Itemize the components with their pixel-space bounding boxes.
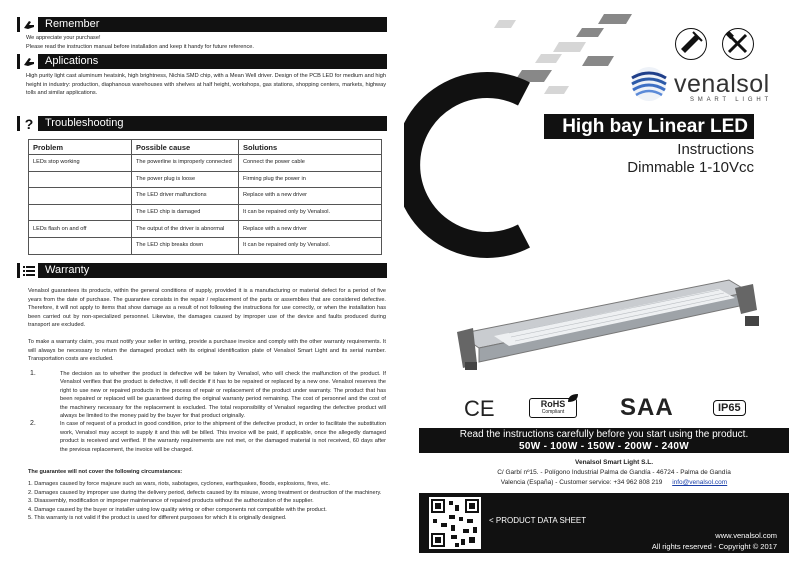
qr-code[interactable] bbox=[429, 497, 481, 549]
copyright-text: All rights reserved - Copyright © 2017 bbox=[651, 542, 777, 551]
remember-line2: Please read the instruction manual before installation and keep it handy for future reference. bbox=[26, 43, 254, 50]
problem-cell bbox=[29, 171, 132, 188]
notice-bar bbox=[419, 428, 789, 453]
right-page bbox=[404, 0, 808, 568]
rohs-text: RoHS bbox=[540, 399, 566, 409]
notice-line1: Read the instructions carefully before you start using the product. bbox=[459, 429, 749, 440]
company-city-phone: Valencia (España) - Customer service: +34 962 808 219 bbox=[500, 479, 663, 486]
list-item: 1. Damages caused by force majeure such as wars, riots, sabotages, cyclones, earthquakes, floods, explosions, fires, etc. bbox=[28, 481, 330, 487]
light-shape-icon bbox=[675, 28, 707, 60]
cause-cell: The LED chip breaks down bbox=[132, 237, 239, 254]
problem-cell bbox=[29, 237, 132, 254]
list-number: 1. bbox=[30, 370, 36, 377]
product-title: High bay Linear LED bbox=[544, 114, 754, 139]
table-header-row bbox=[29, 140, 382, 155]
col-problem: Problem bbox=[29, 140, 132, 155]
warranty-title: Warranty bbox=[45, 264, 90, 276]
solution-cell: Replace with a new driver bbox=[239, 188, 382, 205]
cause-cell: The output of the driver is abnormal bbox=[132, 221, 239, 238]
table-row bbox=[29, 204, 382, 221]
footer-bar bbox=[419, 493, 789, 553]
problem-cell: LEDs stop working bbox=[29, 155, 132, 172]
troubleshooting-table bbox=[28, 139, 382, 255]
leaf-icon bbox=[566, 392, 580, 404]
cause-cell: The powerline is improperly connected bbox=[132, 155, 239, 172]
saa-mark: SAA bbox=[620, 394, 674, 421]
remember-text bbox=[26, 34, 386, 51]
email-link[interactable]: info@venalsol.com bbox=[672, 479, 728, 486]
list-item: 2. Damages caused by improper use during the delivery period, defects caused by its misuse, wrong treatment or destruction of the machinery. bbox=[28, 489, 382, 496]
product-data-sheet-link[interactable]: < PRODUCT DATA SHEET bbox=[489, 516, 587, 525]
ip65-badge: IP65 bbox=[713, 400, 746, 416]
table-row bbox=[29, 155, 382, 172]
list-item: 4. Damage caused by the buyer or installer using low quality wiring or other components not compatible with the product. bbox=[28, 506, 327, 513]
hand-pointer-icon bbox=[20, 17, 38, 32]
solution-cell: Replace with a new driver bbox=[239, 221, 382, 238]
notice-wattages: 50W - 100W - 150W - 200W - 240W bbox=[519, 441, 689, 452]
col-solution: Solutions bbox=[239, 140, 382, 155]
warranty-paragraph-2: To make a warranty claim, you must notify your seller in writing, provide a purchase invoice and comply with the other warranty requirements. It will always be necessary to return the damaged product with its original identification plate of Venalsol Smart Light and its serial number. Transportation costs are excluded. bbox=[28, 339, 386, 363]
warranty-list bbox=[30, 370, 386, 454]
table-row bbox=[29, 237, 382, 254]
tools-icon bbox=[722, 28, 754, 60]
table-row bbox=[29, 221, 382, 238]
troubleshooting-title: Troubleshooting bbox=[45, 117, 124, 129]
rohs-compliant-text: Compliant bbox=[541, 409, 565, 415]
website-link[interactable]: www.venalsol.com bbox=[715, 531, 777, 540]
list-item bbox=[30, 420, 386, 454]
remember-title: Remember bbox=[45, 18, 100, 30]
svg-text:?: ? bbox=[24, 116, 34, 131]
product-image bbox=[449, 272, 769, 372]
cause-cell: The LED driver malfunctions bbox=[132, 188, 239, 205]
ce-mark: CE bbox=[464, 396, 495, 421]
list-number: 2. bbox=[30, 420, 36, 428]
exclusions-title: The guarantee will not cover the following circumstances: bbox=[28, 469, 183, 475]
solution-cell: Firming plug the power in bbox=[239, 171, 382, 188]
warranty-paragraph-1: Venalsol guarantees its products, within the general conditions of supply, provided it is a manufacturing or material defect for a period of five years from the date of purchase. The guarantee consists in the repair / replacement of the parts or assemblies that are considered defective. Therefore, it will not apply to items that show damage as a result of not following the instructions for use correctly, or when the installation has been carried out by non-specialized personnel. Likewise, the damages caused by improper use of the device and faults produced during transport are excluded. bbox=[28, 288, 386, 329]
cause-cell: The LED chip is damaged bbox=[132, 204, 239, 221]
applications-header bbox=[17, 54, 387, 69]
cause-cell: The power plug is loose bbox=[132, 171, 239, 188]
table-row bbox=[29, 171, 382, 188]
applications-title: Aplications bbox=[45, 55, 99, 67]
list-item bbox=[30, 370, 386, 420]
problem-cell bbox=[29, 188, 132, 205]
list-text: In case of request of a product in good condition, prior to the shipment of the defective product, in order to facilitate the substitution work, Venalsol may accept to supply it and this will be billed. This invoice will be paid, if applicable, once the allegedly damaged product is received and verified. If the warranty requirements are not met, or the damaged material is not received, 60 days after the previous replacement, the invoice will be charged. bbox=[60, 421, 386, 453]
hand-pointer-icon bbox=[20, 54, 38, 69]
problem-cell: LEDs flash on and off bbox=[29, 221, 132, 238]
solution-cell: Connect the power cable bbox=[239, 155, 382, 172]
remember-header bbox=[17, 17, 387, 32]
applications-text: High purity light cast aluminum heatsink, high brightness, Nichia SMD chip, with a Mean Well driver. Design of the PCB LED for medium and high height in industry: production, diaphanous warehouses with shelves at half height, workshops, gas stations, shopping centers, markets, highway tolls and similar applications. bbox=[26, 73, 386, 97]
question-mark-icon bbox=[20, 116, 38, 131]
list-text: The decision as to whether the product is defective will be taken by Venalsol, who will check the malfunction of the product. If Venalsol verifies that the product is defective, it will decide if it has to be repaired or replaced by a new one. Venalsol reserves the right to use new or repaired products in the process of repair or replacement of the product under warranty. The product that has been repaired or replaced will be guaranteed during the original warranty period remaining. The cost of personnel and the cost of the machinery necessary for the replacement is excluded. The total responsibility of Venalsol regarding the defective product will always be limited to the money paid by the buyer for that product originally. bbox=[60, 371, 386, 420]
dimmable-subtitle: Dimmable 1-10Vcc bbox=[627, 159, 754, 176]
instructions-subtitle: Instructions bbox=[677, 141, 754, 158]
venalsol-logo-icon bbox=[626, 64, 672, 104]
troubleshooting-header bbox=[17, 116, 387, 131]
exclusions-list bbox=[28, 480, 386, 523]
brand-subtitle: SMART LIGHT bbox=[690, 97, 772, 103]
brand-name: venalsol bbox=[674, 70, 770, 98]
list-item: 3. Disassembly, modification or improper maintenance of repaired products without the authorization of the supplier. bbox=[28, 498, 314, 505]
list-icon bbox=[20, 263, 38, 278]
warranty-header bbox=[17, 263, 387, 278]
company-address: C/ Garbí nº15. - Polígono Industrial Palma de Gandía - 46724 - Palma de Gandía bbox=[497, 469, 731, 476]
company-contact bbox=[464, 478, 764, 488]
solution-cell: It can be repaired only by Venalsol. bbox=[239, 204, 382, 221]
col-cause: Possible cause bbox=[132, 140, 239, 155]
table-row bbox=[29, 188, 382, 205]
list-item: 5. This warranty is not valid if the product is used for different purposes for which it is originally designed. bbox=[28, 515, 287, 522]
company-name: Venalsol Smart Light S.L. bbox=[574, 459, 654, 466]
problem-cell bbox=[29, 204, 132, 221]
remember-line1: We appreciate your purchase! bbox=[26, 35, 101, 41]
solution-cell: It can be repaired only by Venalsol. bbox=[239, 237, 382, 254]
